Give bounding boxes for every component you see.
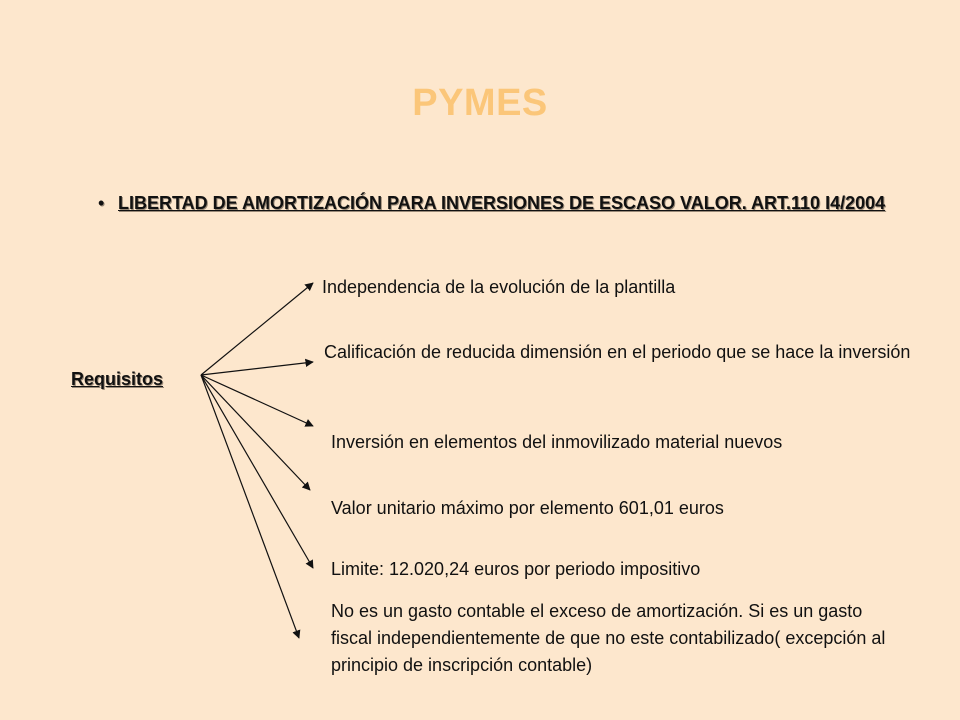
slide-title: PYMES xyxy=(412,82,548,124)
requisito-item-5: Limite: 12.020,24 euros por periodo impositivo xyxy=(331,559,701,579)
requisito-item-2: Calificación de reducida dimensión en el periodo que se hace la inversión xyxy=(324,342,911,362)
bullet-heading: LIBERTAD DE AMORTIZACIÓN PARA INVERSIONES DE ESCASO VALOR. ART.110 I4/2004 xyxy=(118,193,886,213)
arrow-3 xyxy=(201,375,313,426)
arrow-2 xyxy=(201,362,313,375)
arrow-6 xyxy=(201,375,299,638)
requisito-item-1: Independencia de la evolución de la plantilla xyxy=(322,277,676,297)
requisitos-label: Requisitos xyxy=(71,369,164,389)
arrow-1 xyxy=(201,283,313,375)
requisito-item-6: No es un gasto contable el exceso de amortización. Si es un gasto fiscal independientemente de que no este contabilizado( excepción al principio de inscripción contable) xyxy=(331,601,886,675)
arrow-5 xyxy=(201,375,313,568)
requisito-item-3: Inversión en elementos del inmovilizado material nuevos xyxy=(331,432,783,452)
arrow-4 xyxy=(201,375,310,490)
requisito-item-4: Valor unitario máximo por elemento 601,01 euros xyxy=(331,498,724,518)
bullet-point xyxy=(98,193,888,214)
bullet-marker: • xyxy=(98,193,105,213)
